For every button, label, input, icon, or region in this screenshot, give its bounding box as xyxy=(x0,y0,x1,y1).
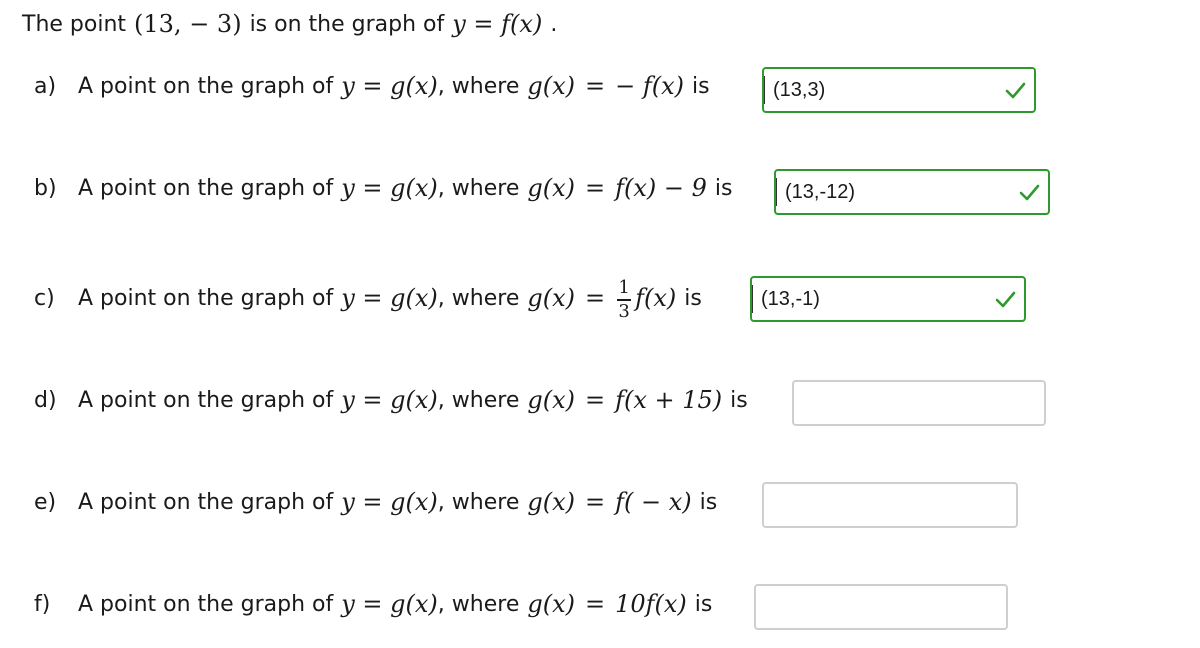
field-divider xyxy=(752,285,753,313)
part-rhs: 10f(x) xyxy=(615,590,687,618)
field-divider xyxy=(776,178,777,206)
part-label: d) xyxy=(34,387,57,413)
part-is: is xyxy=(699,489,718,515)
answer-input-d[interactable] xyxy=(792,380,1046,426)
part-where: , where xyxy=(437,73,520,99)
part-label: b) xyxy=(34,175,57,201)
part-is: is xyxy=(714,175,733,201)
part-rhs: f(x + 15) xyxy=(615,386,723,414)
equals-sign: = xyxy=(584,488,606,516)
part-prefix: A point on the graph of xyxy=(78,285,334,311)
answer-value: (13,3) xyxy=(773,78,826,101)
part-d-row xyxy=(34,386,748,414)
answer-input-e[interactable] xyxy=(762,482,1018,528)
part-where: , where xyxy=(437,489,520,515)
equals-sign: = xyxy=(584,174,606,202)
equals-sign: = xyxy=(584,386,606,414)
statement-point: (13, − 3) xyxy=(134,10,242,38)
statement-period: . xyxy=(550,11,558,37)
part-prefix: A point on the graph of xyxy=(78,591,334,617)
part-prefix: A point on the graph of xyxy=(78,489,334,515)
part-where: , where xyxy=(437,285,520,311)
part-gx: g(x) xyxy=(527,174,575,202)
answer-input-b[interactable] xyxy=(774,169,1050,215)
checkmark-icon xyxy=(994,288,1016,310)
answer-input-c[interactable] xyxy=(750,276,1026,322)
answer-value: (13,-1) xyxy=(761,287,820,310)
fraction-numerator: 1 xyxy=(618,277,630,298)
part-where: , where xyxy=(437,175,520,201)
part-label: e) xyxy=(34,489,57,515)
part-is: is xyxy=(730,387,748,413)
equals-sign: = xyxy=(584,590,606,618)
fraction-denominator: 3 xyxy=(618,301,630,322)
field-divider xyxy=(764,76,765,104)
equals-sign: = xyxy=(584,72,606,100)
part-gx: g(x) xyxy=(527,284,575,312)
part-rhs: − f(x) xyxy=(615,72,684,100)
answer-input-a[interactable] xyxy=(762,67,1036,113)
part-prefix: A point on the graph of xyxy=(78,175,334,201)
part-rhs: f(x) − 9 xyxy=(615,174,707,202)
part-f-row xyxy=(34,590,712,618)
fraction xyxy=(617,278,631,322)
checkmark-icon xyxy=(1018,181,1040,203)
part-rhs: f(x) xyxy=(635,284,677,312)
checkmark-icon xyxy=(1004,79,1026,101)
part-e-row xyxy=(34,488,717,516)
part-graph-eq: y = g(x) xyxy=(341,386,438,414)
part-b-row xyxy=(34,174,732,202)
part-graph-eq: y = g(x) xyxy=(341,488,438,516)
part-prefix: A point on the graph of xyxy=(78,73,334,99)
part-is: is xyxy=(691,73,710,99)
part-gx: g(x) xyxy=(527,386,575,414)
statement-text-2: is on the graph of xyxy=(249,11,445,37)
statement-text-1: The point xyxy=(22,11,127,37)
answer-input-f[interactable] xyxy=(754,584,1008,630)
statement-equation: y = f(x) xyxy=(452,10,543,38)
part-is: is xyxy=(684,285,702,311)
part-c-row xyxy=(34,268,702,328)
part-graph-eq: y = g(x) xyxy=(341,590,438,618)
part-prefix: A point on the graph of xyxy=(78,387,334,413)
part-label: c) xyxy=(34,285,55,311)
problem-statement xyxy=(22,10,557,38)
part-gx: g(x) xyxy=(527,72,575,100)
part-a-row xyxy=(34,72,710,100)
part-graph-eq: y = g(x) xyxy=(341,72,438,100)
part-is: is xyxy=(694,591,713,617)
part-rhs: f( − x) xyxy=(615,488,692,516)
part-where: , where xyxy=(437,591,520,617)
part-gx: g(x) xyxy=(527,488,575,516)
part-label: f) xyxy=(34,591,51,617)
answer-value: (13,-12) xyxy=(785,180,856,203)
part-label: a) xyxy=(34,73,57,99)
part-graph-eq: y = g(x) xyxy=(341,174,438,202)
part-gx: g(x) xyxy=(527,590,575,618)
part-where: , where xyxy=(437,387,520,413)
part-graph-eq: y = g(x) xyxy=(341,284,438,312)
equals-sign: = xyxy=(584,284,606,312)
